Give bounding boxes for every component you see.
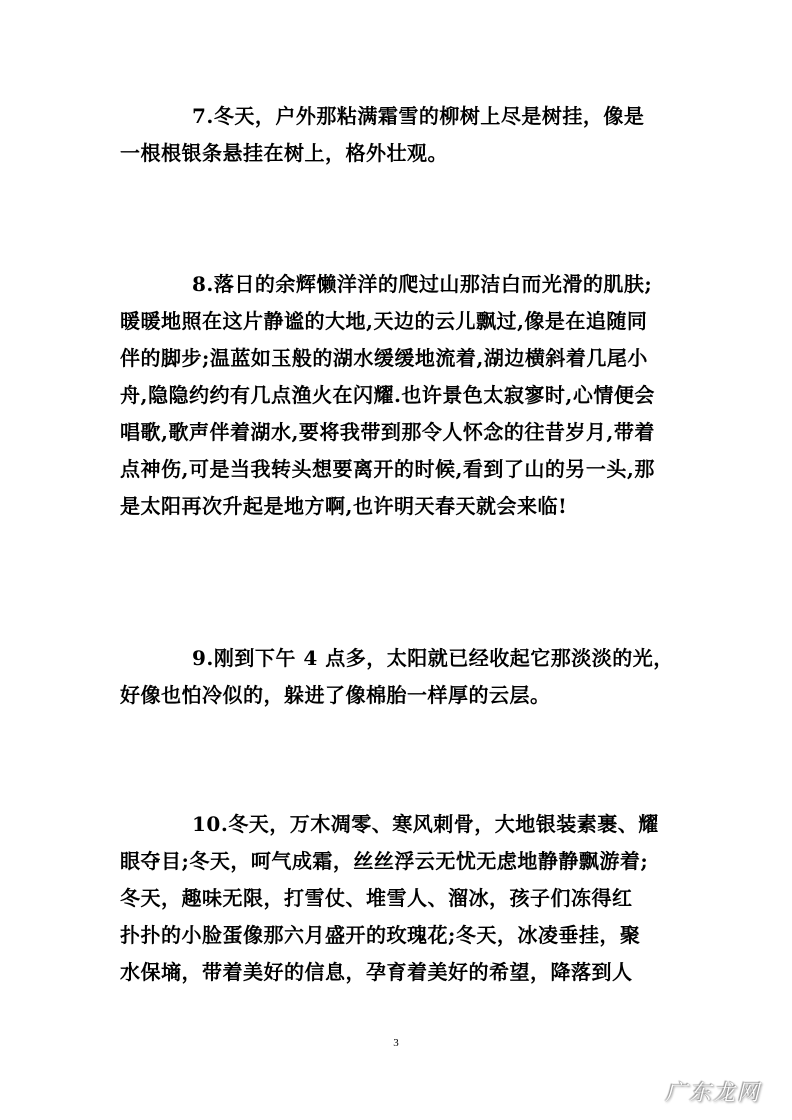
paragraph-line: 9.刚到下午 4 点多，太阳就已经收起它那淡淡的光， — [192, 646, 674, 670]
paragraph-line: 好像也怕冷似的，躲进了像棉胎一样厚的云层。 — [120, 683, 551, 707]
paragraph-line: 伴的脚步;温蓝如玉般的湖水缓缓地流着,湖边横斜着几尾小 — [120, 346, 648, 370]
paragraph-8 — [120, 266, 672, 525]
paragraph-line: 8.落日的余辉懒洋洋的爬过山那洁白而光滑的肌肤; — [192, 272, 653, 296]
paragraph-line: 一根根银条悬挂在树上，格外壮观。 — [120, 141, 448, 165]
paragraph-9 — [120, 640, 672, 714]
paragraph-10 — [120, 806, 672, 991]
paragraph-line: 7.冬天，户外那粘满霜雪的柳树上尽是树挂，像是 — [192, 104, 645, 128]
paragraph-line: 眼夺目;冬天，呵气成霜，丝丝浮云无忧无虑地静静飘游着; — [120, 849, 649, 873]
page-number: 3 — [393, 1037, 399, 1049]
paragraph-line: 舟,隐隐约约有几点渔火在闪耀.也许景色太寂寥时,心情便会 — [120, 383, 655, 407]
paragraph-line: 唱歌,歌声伴着湖水,要将我带到那令人怀念的往昔岁月,带着 — [120, 420, 655, 444]
paragraph-line: 水保墒，带着美好的信息，孕育着美好的希望，降落到人 — [120, 960, 633, 984]
paragraph-line: 10.冬天，万木凋零、寒风刺骨，大地银装素裹、耀 — [192, 812, 659, 836]
paragraph-line: 点神伤,可是当我转头想要离开的时候,看到了山的另一头,那 — [120, 457, 655, 481]
paragraph-line: 扑扑的小脸蛋像那六月盛开的玫瑰花;冬天，冰凌垂挂，聚 — [120, 923, 641, 947]
paragraph-line: 暖暖地照在这片静谧的大地,天边的云儿飘过,像是在追随同 — [120, 309, 648, 333]
watermark-logo: 广东龙网 — [664, 1081, 761, 1106]
paragraph-7 — [120, 98, 672, 172]
paragraph-line: 冬天，趣味无限，打雪仗、堆雪人、溜冰，孩子们冻得红 — [120, 886, 633, 910]
paragraph-line: 是太阳再次升起是地方啊,也许明天春天就会来临! — [120, 494, 568, 518]
